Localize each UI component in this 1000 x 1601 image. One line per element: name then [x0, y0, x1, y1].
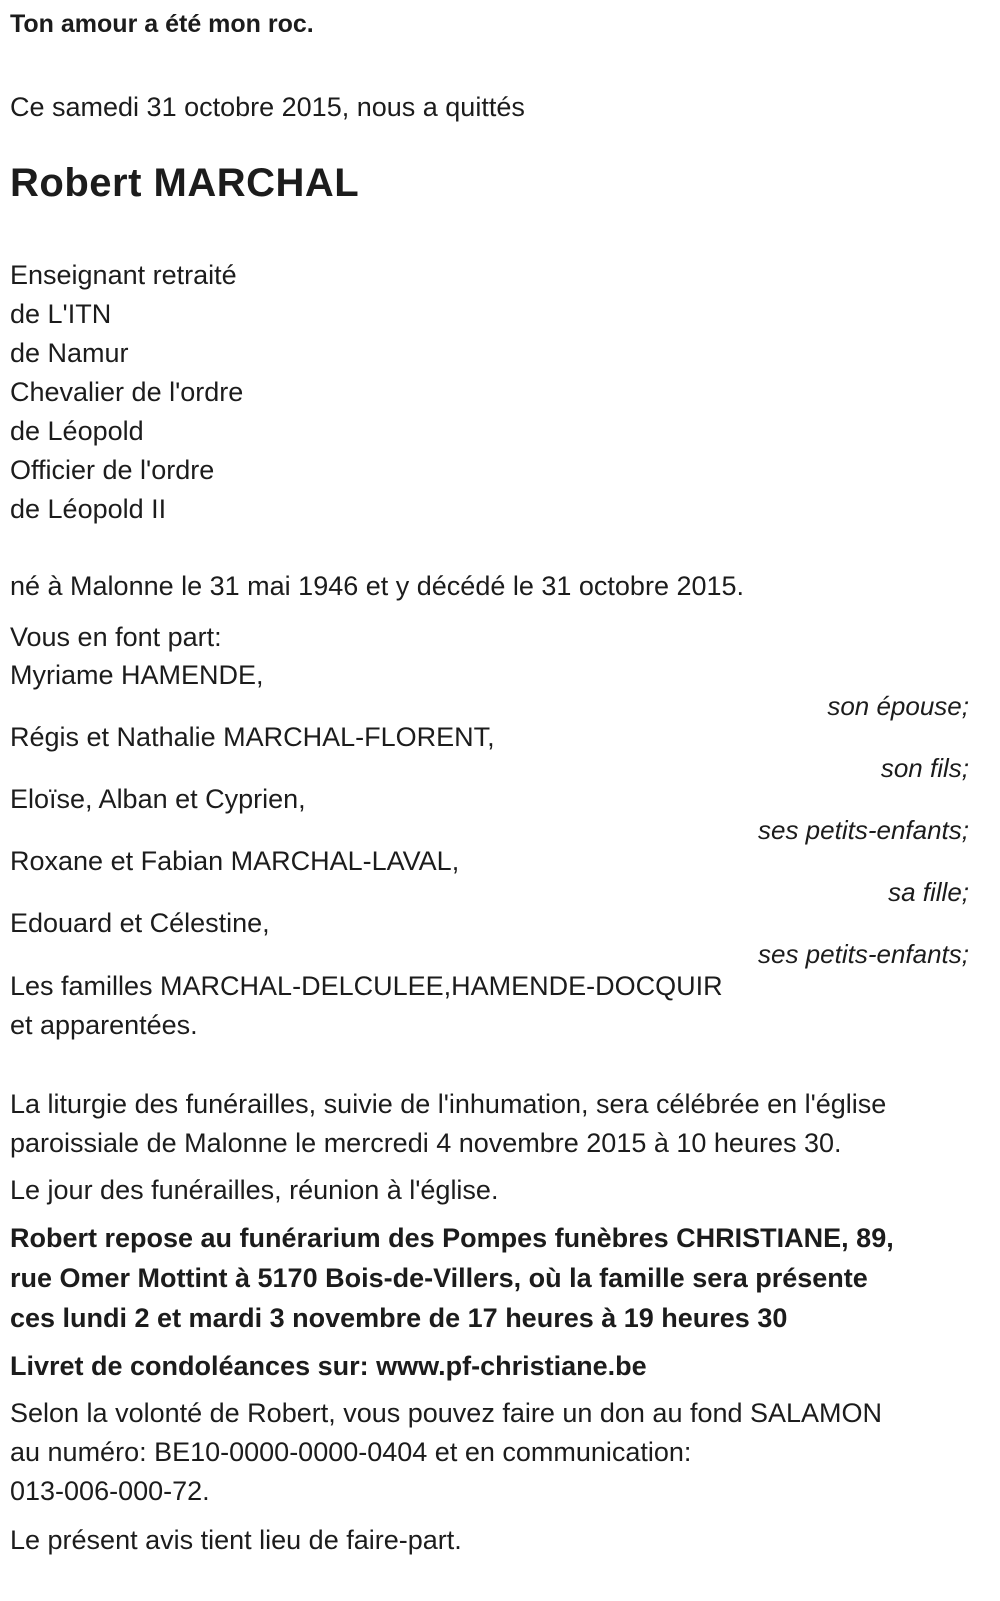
title-line: de L'ITN — [10, 299, 112, 329]
deceased-name: Robert MARCHAL — [10, 161, 360, 205]
donation-line: Selon la volonté de Robert, vous pouvez faire un don au fond SALAMON — [10, 1398, 883, 1428]
families-line: Les familles MARCHAL-DELCULEE,HAMENDE-DOCQUIR — [10, 971, 723, 1001]
family-relation: sa fille; — [888, 877, 969, 907]
funerarium-line: rue Omer Mottint à 5170 Bois-de-Villers, où la famille sera présente — [10, 1263, 868, 1293]
liturgy-line: La liturgie des funérailles, suivie de l'inhumation, sera célébrée en l'église — [10, 1089, 887, 1119]
announcement-line: Vous en font part: — [10, 622, 222, 652]
family-entry — [10, 719, 969, 781]
condolences-line: Livret de condoléances sur: www.pf-christiane.be — [10, 1351, 647, 1381]
family-relation: ses petits-enfants; — [758, 815, 969, 845]
liturgy-paragraph — [10, 1085, 969, 1163]
title-line: Chevalier de l'ordre — [10, 377, 244, 407]
donation-line: au numéro: BE10-0000-0000-0404 et en communication: — [10, 1437, 692, 1467]
title-line: de Namur — [10, 338, 129, 368]
titles-block — [10, 256, 969, 529]
life-dates: né à Malonne le 31 mai 1946 et y décédé le 31 octobre 2015. — [10, 571, 745, 601]
extended-families — [10, 967, 969, 1045]
family-names: Edouard et Célestine, — [10, 908, 270, 938]
family-entry — [10, 657, 969, 719]
epitaph: Ton amour a été mon roc. — [10, 10, 314, 38]
family-entry — [10, 843, 969, 905]
liturgy-line: paroissiale de Malonne le mercredi 4 novembre 2015 à 10 heures 30. — [10, 1128, 842, 1158]
reunion-line: Le jour des funérailles, réunion à l'église. — [10, 1175, 499, 1205]
family-entry — [10, 781, 969, 843]
family-entry — [10, 905, 969, 967]
family-names: Eloïse, Alban et Cyprien, — [10, 784, 306, 814]
family-relation: son épouse; — [827, 691, 969, 721]
title-line: Enseignant retraité — [10, 260, 237, 290]
family-list — [10, 657, 969, 967]
family-relation: ses petits-enfants; — [758, 939, 969, 969]
funerarium-line: Robert repose au funérarium des Pompes funèbres CHRISTIANE, 89, — [10, 1223, 894, 1253]
family-relation: son fils; — [880, 753, 969, 783]
funerarium-line: ces lundi 2 et mardi 3 novembre de 17 heures à 19 heures 30 — [10, 1303, 788, 1333]
title-line: de Léopold II — [10, 494, 167, 524]
title-line: Officier de l'ordre — [10, 455, 215, 485]
funerarium-paragraph — [10, 1218, 969, 1338]
families-line: et apparentées. — [10, 1010, 198, 1040]
donation-line: 013-006-000-72. — [10, 1476, 210, 1506]
donation-paragraph — [10, 1394, 969, 1511]
family-names: Roxane et Fabian MARCHAL-LAVAL, — [10, 846, 460, 876]
closing-line: Le présent avis tient lieu de faire-part. — [10, 1525, 462, 1555]
intro-line: Ce samedi 31 octobre 2015, nous a quittés — [10, 92, 525, 122]
family-names: Régis et Nathalie MARCHAL-FLORENT, — [10, 722, 495, 752]
family-names: Myriame HAMENDE, — [10, 660, 264, 690]
title-line: de Léopold — [10, 416, 144, 446]
